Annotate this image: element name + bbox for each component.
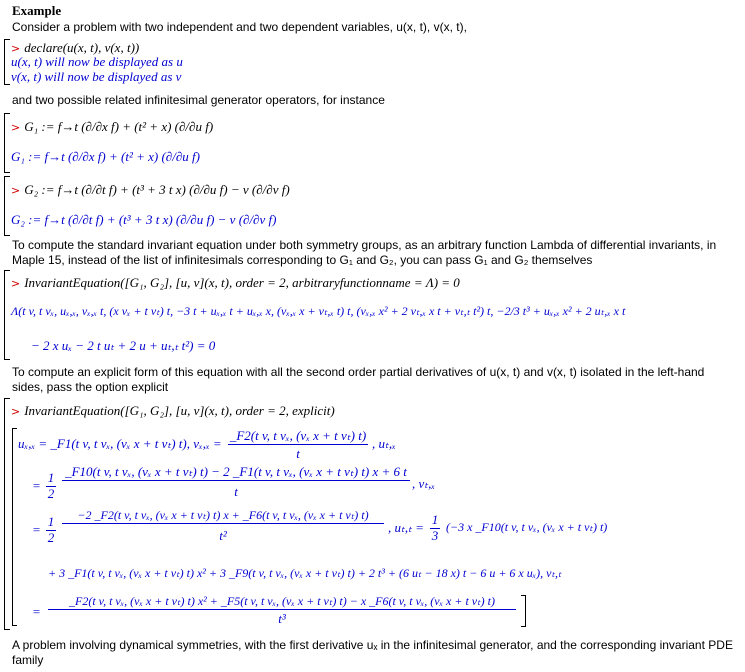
third-numerator: 1 bbox=[431, 512, 439, 527]
g2-input[interactable] bbox=[11, 182, 290, 198]
invariant-command-2[interactable]: InvariantEquation([G₁, G₂], [u, v](x, t), order = 2, explicit) bbox=[24, 403, 335, 418]
result-line-1-denominator: t bbox=[296, 446, 300, 461]
result-line-3c: (−3 x _F10(t v, t vₓ, (vₓ x + t vₜ) t) bbox=[446, 520, 608, 534]
declare-command[interactable]: declare(u(x, t), v(x, t)) bbox=[24, 40, 140, 55]
half-numerator: 1 bbox=[47, 470, 55, 485]
invariant-input-2[interactable] bbox=[11, 403, 335, 419]
half-denominator: 2 bbox=[47, 486, 55, 501]
declare-output-u: u(x, t) will now be displayed as u bbox=[11, 54, 183, 69]
result-line-5-numerator: _F2(t v, t vₓ, (vₓ x + t vₜ) t) x² + _F5(t v, t vₓ, (vₓ x + t vₜ) t) − x _F6(t v, t vₓ, (vₓ x + t vₜ) t) bbox=[48, 594, 516, 610]
declare-group bbox=[4, 39, 705, 85]
prompt-icon: > bbox=[11, 121, 21, 134]
result-line-5-eq: = bbox=[32, 604, 41, 619]
result-line-1a: uₓ,ₓ = _F1(t v, t vₓ, (vₓ x + t vₜ) t), vₓ,ₓ = bbox=[18, 436, 222, 451]
result-line-1-numerator: _F2(t v, t vₓ, (vₓ x + t vₜ) t) bbox=[229, 428, 367, 443]
g1-input[interactable] bbox=[11, 119, 213, 135]
g2-command[interactable]: G₂ := f→t (∂/∂t f) + (t³ + 3 t x) (∂/∂u f) − v (∂/∂v f) bbox=[24, 182, 290, 197]
invariant-output-1-line1: Λ(t v, t vₓ, uₓ,ₓ, vₓ,ₓ t, (x vₓ + t vₜ) t, −3 t + uₓ,ₓ t + uₓ,ₓ x, (vₓ,ₓ x + vₜ,ₓ t) t, (vₓ,ₓ x² + 2 vₜ,ₓ x t + vₜ,ₜ t²) t, −2/3 t³ + uₓ,ₓ x² + 2 uₜ,ₓ x t bbox=[11, 304, 626, 318]
result-left-bracket bbox=[12, 428, 17, 626]
result-line-3b: , uₜ,ₜ = bbox=[388, 520, 424, 535]
result-line-5-denominator: t³ bbox=[278, 611, 286, 626]
invariant-text-1: To compute the standard invariant equation under both symmetry groups, as an arbitrary function Lambda of differential invariants, in Maple 15, instead of the list of infinitesimals corresponding to G₁ and G₂, you can pass G₁ and G₂ themselves bbox=[12, 238, 717, 267]
invariant-command-1[interactable]: InvariantEquation([G₁, G₂], [u, v](x, t), order = 2, arbitraryfunctionname = Λ) = 0 bbox=[24, 275, 460, 290]
g1-output: G₁ := f→t (∂/∂x f) + (t² + x) (∂/∂u f) bbox=[11, 149, 200, 164]
g1-command[interactable]: G₁ := f→t (∂/∂x f) + (t² + x) (∂/∂u f) bbox=[24, 119, 214, 134]
result-line-2-eq: = bbox=[32, 478, 41, 493]
result-line-2b: , vₜ,ₓ bbox=[412, 476, 436, 491]
prompt-icon: > bbox=[11, 42, 21, 55]
declare-output-v: v(x, t) will now be displayed as v bbox=[11, 69, 182, 84]
result-line-3-denominator: t² bbox=[219, 528, 227, 543]
third-denominator: 3 bbox=[431, 528, 439, 543]
example-title: Example bbox=[12, 3, 62, 18]
invariant-input-1[interactable] bbox=[11, 275, 460, 291]
result-line-4: + 3 _F1(t v, t vₓ, (vₓ x + t vₜ) t) x² + 3 _F9(t v, t vₓ, (vₓ x + t vₜ) t) + 2 t³ + (6 uₜ − 18 x) t − 6 u + 6 x uₓ), vₜ,ₜ bbox=[48, 566, 562, 580]
invariant-output-1-line2: − 2 x uₓ − 2 t uₜ + 2 u + uₜ,ₜ t²) = 0 bbox=[31, 338, 216, 353]
prompt-icon: > bbox=[11, 277, 21, 290]
g1-group bbox=[4, 113, 705, 173]
g2-output: G₂ := f→t (∂/∂t f) + (t³ + 3 t x) (∂/∂u f) − v (∂/∂v f) bbox=[11, 212, 277, 227]
prompt-icon: > bbox=[11, 184, 21, 197]
g2-group bbox=[4, 176, 705, 236]
result-line-2-numerator: _F10(t v, t vₓ, (vₓ x + t vₜ) t) − 2 _F1(t v, t vₓ, (vₓ x + t vₜ) t) x + 6 t bbox=[62, 464, 410, 481]
operators-text: and two possible related infinitesimal generator operators, for instance bbox=[12, 93, 385, 107]
invariant-group-1 bbox=[4, 270, 740, 360]
prompt-icon: > bbox=[11, 405, 21, 418]
result-line-3-eq: = bbox=[32, 522, 41, 537]
result-right-bracket bbox=[521, 595, 526, 627]
result-line-1b: , uₜ,ₓ bbox=[372, 436, 396, 451]
explicit-text: To compute an explicit form of this equation with all the second order partial derivatives of u(x, t) and v(x, t) isolated in the left-hand sides, pass the option explicit bbox=[12, 365, 705, 394]
half-denominator-2: 2 bbox=[47, 530, 55, 545]
half-numerator-2: 1 bbox=[47, 514, 55, 529]
dynamical-text: A problem involving dynamical symmetries, with the first derivative uₓ in the infinitesimal generator, and the corresponding invariant PDE family bbox=[12, 638, 733, 667]
result-line-3-numerator: −2 _F2(t v, t vₓ, (vₓ x + t vₜ) t) x + _F6(t v, t vₓ, (vₓ x + t vₜ) t) bbox=[62, 508, 384, 524]
intro-text: Consider a problem with two independent and two dependent variables, u(x, t), v(x, t), bbox=[12, 20, 467, 34]
result-line-2-denominator: t bbox=[234, 484, 238, 499]
